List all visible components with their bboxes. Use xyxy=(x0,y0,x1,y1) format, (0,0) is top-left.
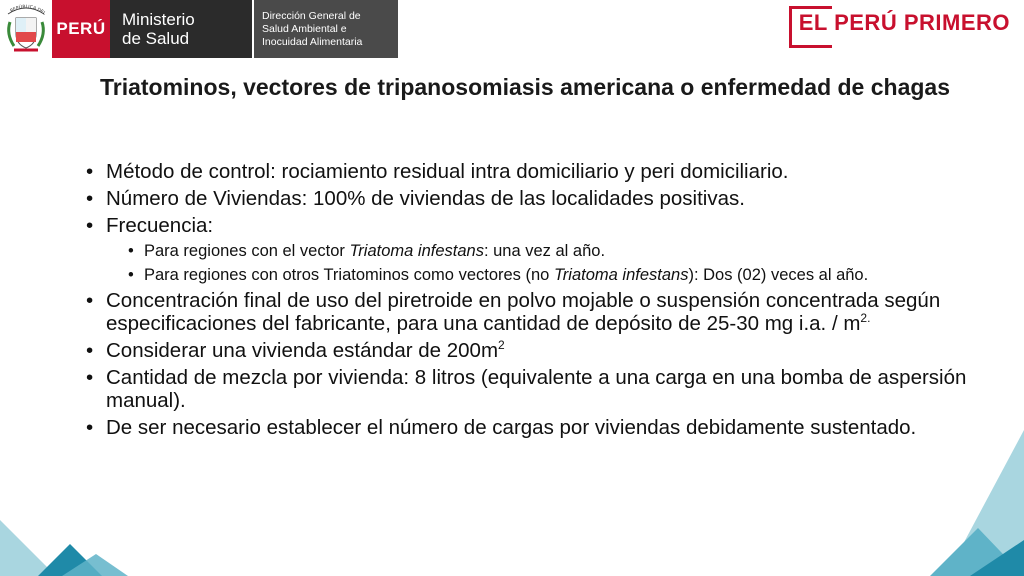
ministry-line-1: Ministerio xyxy=(122,10,195,29)
sub2-text-post: ): Dos (02) veces al año. xyxy=(688,266,869,284)
sub2-species: Triatoma infestans xyxy=(553,266,689,284)
directorate-line-3: Inocuidad Alimentaria xyxy=(262,35,363,48)
brand-text: EL PERÚ PRIMERO xyxy=(798,10,1010,35)
bullet-loads-justification: • De ser necesario establecer el número de cargas por viviendas debidamente sustentado. xyxy=(82,416,982,439)
ministry-line-2: de Salud xyxy=(122,29,190,48)
bullet-concentration xyxy=(82,289,982,335)
decor-bottom-right xyxy=(870,430,1024,576)
sub2-text-pre: Para regiones con otros Triatominos como vectores (no xyxy=(144,266,554,284)
sub-bullet-other-triatomines xyxy=(106,265,982,285)
brand-logo xyxy=(793,4,1016,42)
bullet-frequency-label: Frecuencia: xyxy=(106,214,214,237)
decor-bottom-left xyxy=(0,510,130,576)
bullet-mixture-quantity: • Cantidad de mezcla por vivienda: 8 litros (equivalente a una carga en una bomba de aspersión manual). xyxy=(82,366,982,412)
concentration-text: Concentración final de uso del piretroide en polvo mojable o suspensión concentrada según especificaciones del fabricante, para una cantidad de depósito de 25-30 mg i.a. / m xyxy=(106,289,941,335)
crest-text: REPÚBLICA DEL xyxy=(9,4,47,17)
slide-body xyxy=(82,160,982,443)
coat-of-arms-icon xyxy=(0,0,52,58)
directorate-line-1: Dirección General de xyxy=(262,9,361,22)
sub1-species: Triatoma infestans xyxy=(349,242,484,260)
svg-text:REPÚBLICA DEL PERÚ xyxy=(0,0,48,18)
bullet-control-method: • Método de control: rociamiento residual intra domiciliario y peri domiciliario. xyxy=(82,160,982,183)
sub1-text-post: : una vez al año. xyxy=(483,242,606,260)
bullet-standard-house xyxy=(82,339,982,362)
ministry-label xyxy=(110,0,252,58)
slide-title: Triatominos, vectores de tripanosomiasis americana o enfermedad de chagas xyxy=(99,74,951,100)
sub1-text-pre: Para regiones con el vector xyxy=(144,242,350,260)
standard-house-text: Considerar una vivienda estándar de 200m xyxy=(106,339,499,362)
concentration-superscript: 2. xyxy=(860,311,871,326)
directorate-line-2: Salud Ambiental e xyxy=(262,22,347,35)
header-logo-block xyxy=(0,0,398,58)
bullet-housing-count: • Número de Viviendas: 100% de viviendas de las localidades positivas. xyxy=(82,187,982,210)
sub-bullet-infestans-regions xyxy=(106,241,982,261)
peru-label: PERÚ xyxy=(52,0,110,58)
standard-house-superscript: 2 xyxy=(498,338,505,353)
bullet-list xyxy=(82,160,982,439)
frequency-sublist xyxy=(106,241,982,285)
directorate-label xyxy=(254,0,398,58)
bullet-frequency xyxy=(82,214,982,285)
